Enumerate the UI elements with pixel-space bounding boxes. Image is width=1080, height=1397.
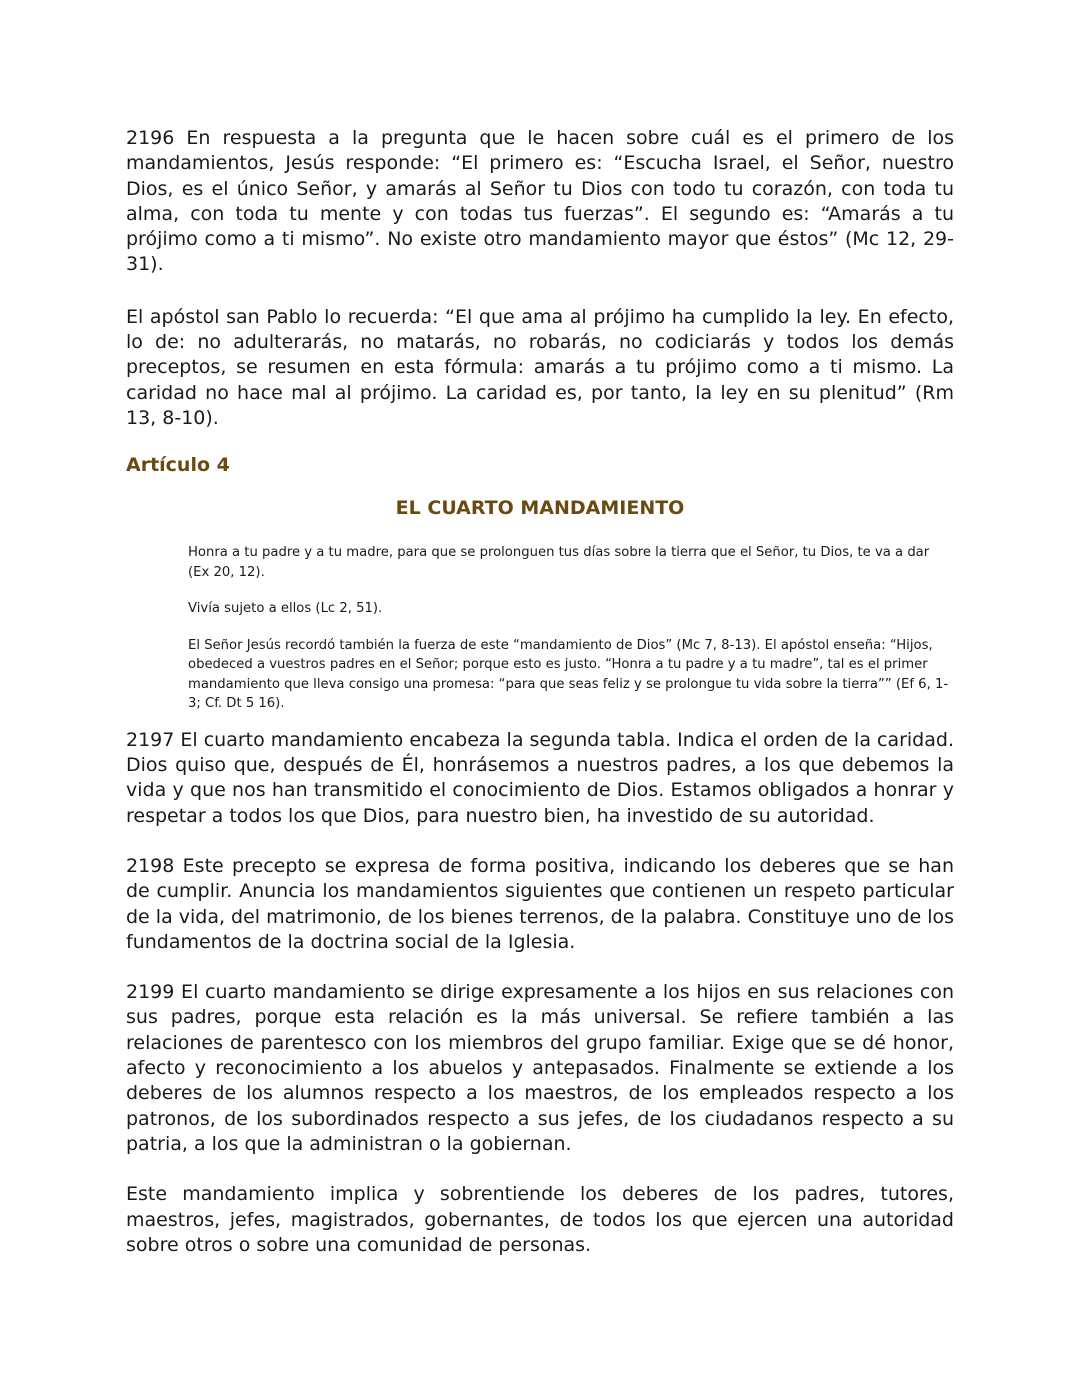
- quote-exodus: Honra a tu padre y a tu madre, para que se prolonguen tus días sobre la tierra que el Señor, tu Dios, te va a dar (Ex 20, 12).: [188, 545, 930, 580]
- paragraph-2197: 2197 El cuarto mandamiento encabeza la segunda tabla. Indica el orden de la caridad. Dios quiso que, después de Él, honrásemos a nuestros padres, a los que debemos la vida y que nos han transmitido el conocimiento de Dios. Estamos obligados a honrar y respetar a todos los que Dios, para nuestro bien, ha investido de su autoridad.: [126, 728, 954, 827]
- document-page: [126, 126, 954, 1258]
- quote-ephesians: El Señor Jesús recordó también la fuerza de este “mandamiento de Dios” (Mc 7, 8-13). El apóstol enseña: “Hijos, obedeced a vuestros padres en el Señor; porque esto es justo. “Honra a tu padre y a tu madre”, tal es el primer mandamiento que lleva consigo una promesa: “para que seas feliz y se prolongue tu vida sobre la tierra”” (Ef 6, 1-3; Cf. Dt 5 16).: [188, 637, 949, 712]
- section-title: EL CUARTO MANDAMIENTO: [395, 497, 685, 520]
- paragraph-final: Este mandamiento implica y sobrentiende los deberes de los padres, tutores, maestros, jefes, magistrados, gobernantes, de todos los que ejercen una autoridad sobre otros o sobre una comunidad de personas.: [126, 1183, 954, 1256]
- paragraph-2199: 2199 El cuarto mandamiento se dirige expresamente a los hijos en sus relaciones con sus padres, porque esta relación es la más universal. Se refiere también a las relaciones de parentesco con los miembros del grupo familiar. Exige que se dé honor, afecto y reconocimiento a los abuelos y antepasados. Finalmente se extiende a los deberes de los alumnos respecto a los maestros, de los empleados respecto a los patronos, de los subordinados respecto a sus jefes, de los ciudadanos respecto a su patria, a los que la administran o la gobiernan.: [126, 981, 954, 1155]
- epigraph-quotes: [188, 543, 954, 714]
- paragraph-2198: 2198 Este precepto se expresa de forma positiva, indicando los deberes que se han de cumplir. Anuncia los mandamientos siguientes que contienen un respeto particular de la vida, del matrimonio, de los bienes terrenos, de la palabra. Constituye uno de los fundamentos de la doctrina social de la Iglesia.: [126, 854, 954, 953]
- paragraph-2196: 2196 En respuesta a la pregunta que le hacen sobre cuál es el primero de los mandamientos, Jesús responde: “El primero es: “Escucha Israel, el Señor, nuestro Dios, es el único Señor, y amarás al Señor tu Dios con todo tu corazón, con toda tu alma, con toda tu mente y con todas tus fuerzas”. El segundo es: “Amarás a tu prójimo como a ti mismo”. No existe otro mandamiento mayor que éstos” (Mc 12, 29-31).: [126, 127, 954, 276]
- paragraph-san-pablo: El apóstol san Pablo lo recuerda: “El que ama al prójimo ha cumplido la ley. En efecto, lo de: no adulterarás, no matarás, no robarás, no codiciarás y todos los demás preceptos, se resumen en esta fórmula: amarás a tu prójimo como a ti mismo. La caridad no hace mal al prójimo. La caridad es, por tanto, la ley en su plenitud” (Rm 13, 8-10).: [126, 305, 954, 429]
- quote-luke: Vivía sujeto a ellos (Lc 2, 51).: [188, 601, 383, 617]
- article-label: Artículo 4: [126, 454, 230, 477]
